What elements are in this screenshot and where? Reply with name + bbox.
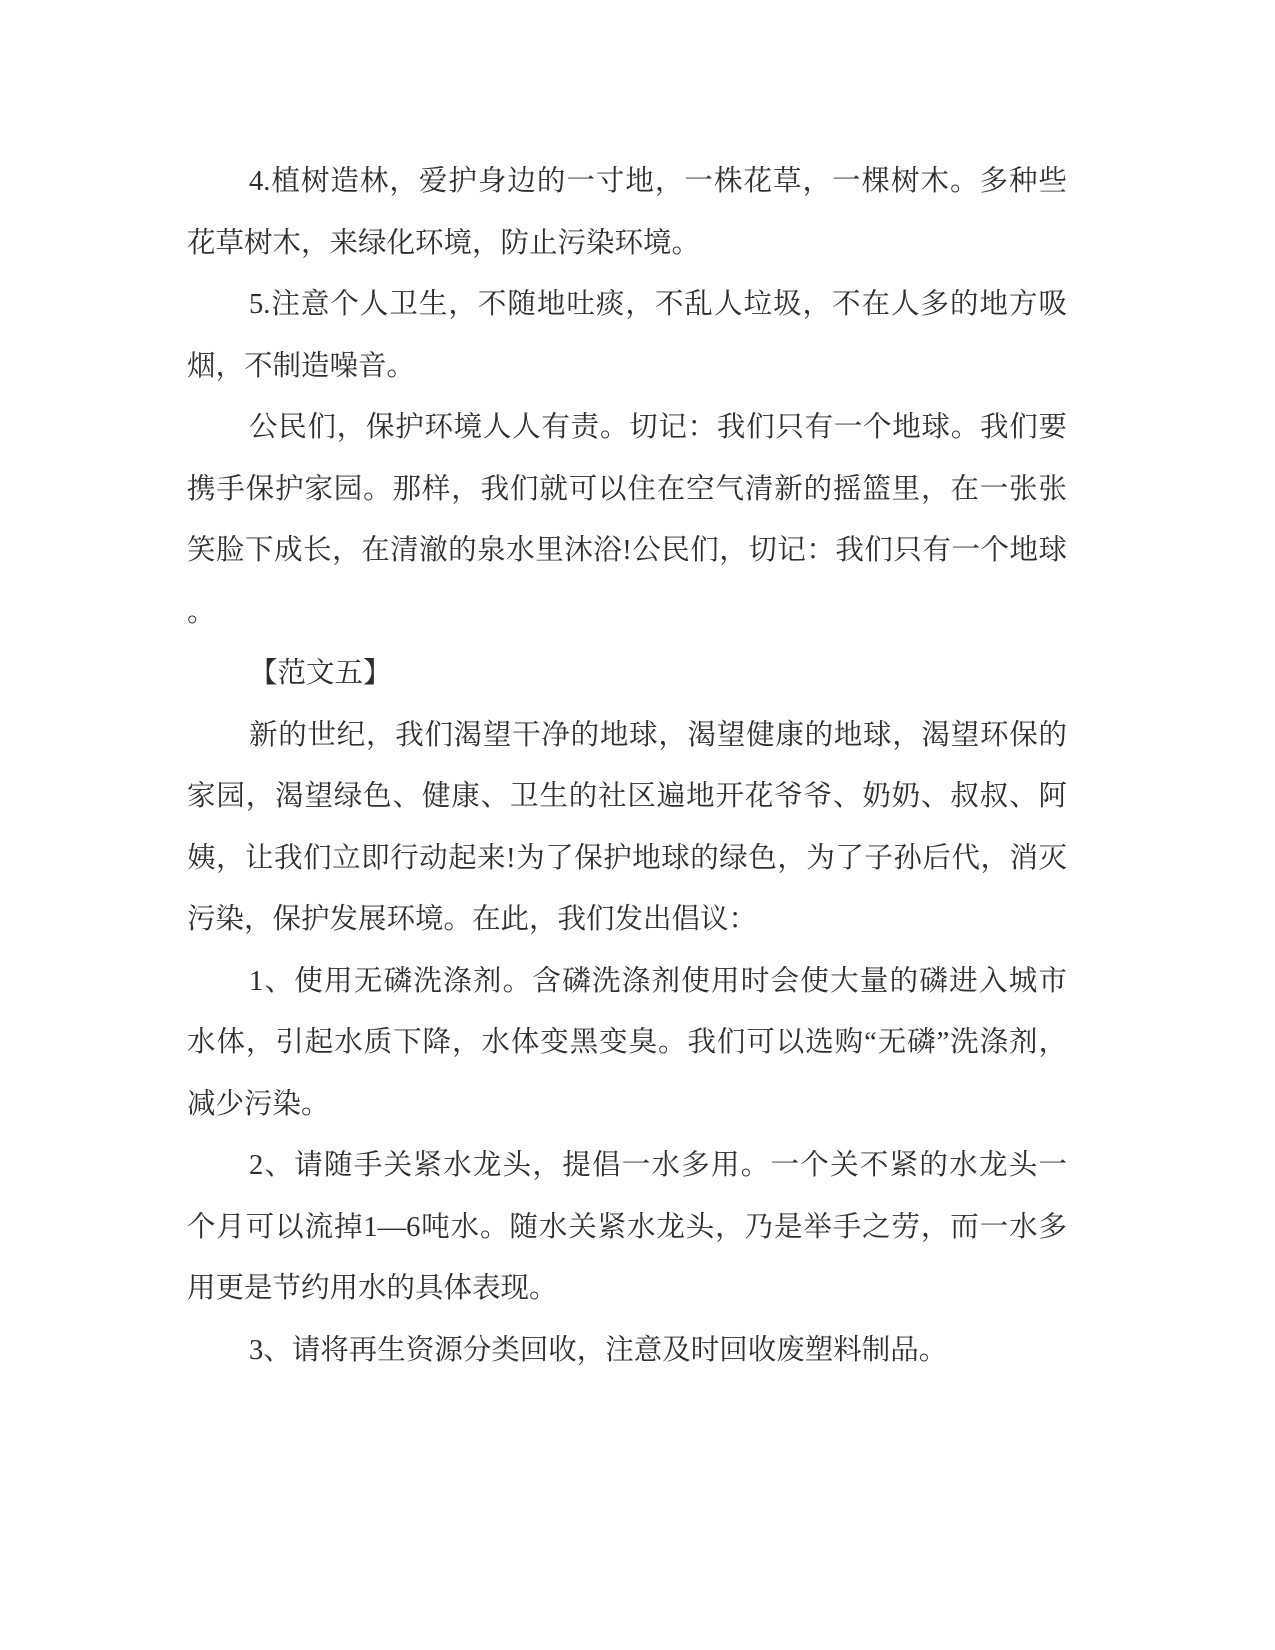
text-line: 个月可以流掉1—6吨水。随水关紧水龙头，乃是举手之劳，而一水多 bbox=[187, 1211, 1067, 1243]
text-line: 4.植树造林，爱护身边的一寸地，一株花草，一棵树木。多种些 bbox=[249, 166, 1067, 197]
text-line: 水体，引起水质下降，水体变黑变臭。我们可以选购“无磷”洗涤剂， bbox=[187, 1027, 1067, 1058]
text-line: 家园，渴望绿色、健康、卫生的社区遍地开花爷爷、奶奶、叔叔、阿 bbox=[187, 781, 1067, 812]
text-line: 公民们，保护环境人人有责。切记：我们只有一个地球。我们要 bbox=[249, 412, 1067, 443]
paragraph bbox=[187, 643, 1067, 705]
paragraph bbox=[187, 1320, 1067, 1382]
text-line: 【范文五】 bbox=[249, 658, 392, 689]
document-body bbox=[187, 151, 1067, 1381]
paragraph bbox=[187, 151, 1067, 274]
text-line: 5.注意个人卫生，不随地吐痰，不乱人垃圾，不在人多的地方吸 bbox=[249, 289, 1067, 320]
text-line: 。 bbox=[187, 596, 216, 628]
paragraph bbox=[187, 1135, 1067, 1320]
paragraph bbox=[187, 274, 1067, 397]
text-line: 新的世纪，我们渴望干净的地球，渴望健康的地球，渴望环保的 bbox=[249, 719, 1067, 751]
paragraph bbox=[187, 705, 1067, 951]
text-line: 笑脸下成长，在清澈的泉水里沐浴!公民们，切记：我们只有一个地球 bbox=[187, 535, 1067, 566]
text-line: 姨，让我们立即行动起来!为了保护地球的绿色，为了子孙后代，消灭 bbox=[187, 842, 1067, 874]
text-line: 烟，不制造噪音。 bbox=[187, 350, 416, 382]
text-line: 3、请将再生资源分类回收，注意及时回收废塑料制品。 bbox=[249, 1334, 948, 1366]
text-line: 花草树木，来绿化环境，防止污染环境。 bbox=[187, 227, 701, 259]
text-line: 携手保护家园。那样，我们就可以住在空气清新的摇篮里，在一张张 bbox=[187, 473, 1067, 505]
text-line: 用更是节约用水的具体表现。 bbox=[187, 1273, 558, 1304]
text-line: 2、请随手关紧水龙头，提倡一水多用。一个关不紧的水龙头一 bbox=[249, 1150, 1067, 1181]
text-line: 1、使用无磷洗涤剂。含磷洗涤剂使用时会使大量的磷进入城市 bbox=[249, 965, 1067, 997]
paragraph bbox=[187, 397, 1067, 643]
text-line: 污染，保护发展环境。在此，我们发出倡议： bbox=[187, 904, 758, 935]
paragraph bbox=[187, 951, 1067, 1136]
text-line: 减少污染。 bbox=[187, 1088, 330, 1120]
